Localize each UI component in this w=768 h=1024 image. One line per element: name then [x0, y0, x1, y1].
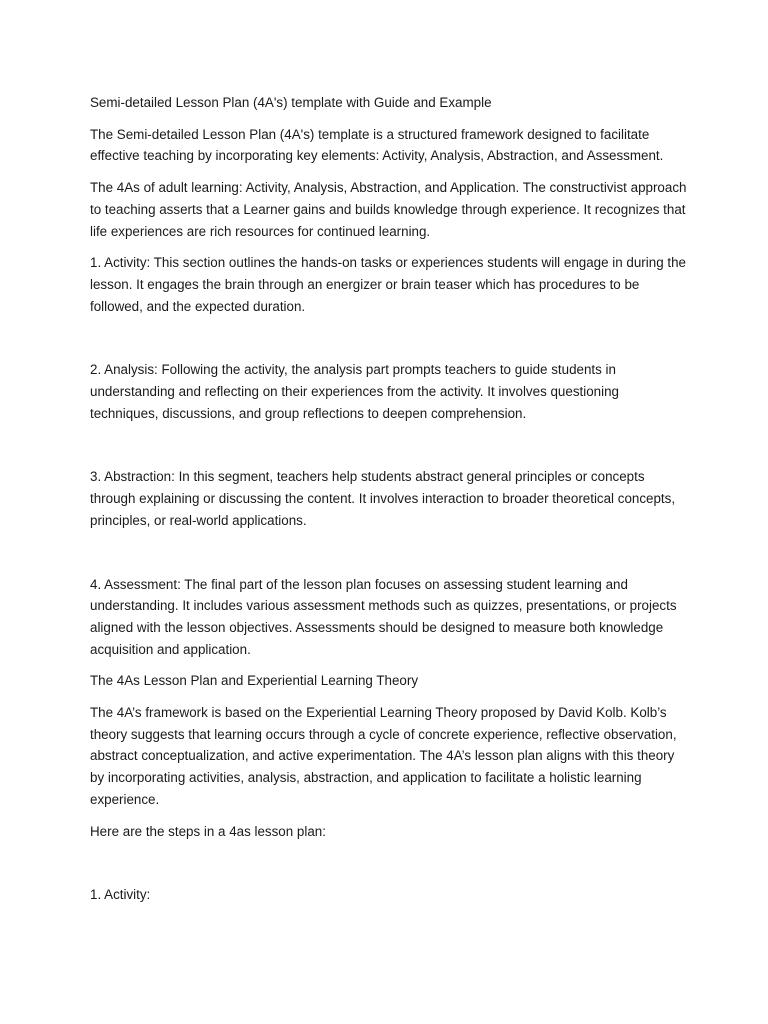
- document-page: [90, 92, 690, 916]
- document-title: Semi-detailed Lesson Plan (4A's) template with Guide and Example: [90, 95, 492, 110]
- step-activity-paragraph: 1. Activity: This section outlines the hands-on tasks or experiences students will engage in during the lesson. It engages the brain through an energizer or brain teaser which has procedures to be followed, and the expected duration.: [90, 255, 686, 314]
- steps-intro-paragraph: Here are the steps in a 4as lesson plan:: [90, 823, 326, 839]
- step-assessment-paragraph: 4. Assessment: The final part of the lesson plan focuses on assessing student learning and understanding. It includes various assessment methods such as quizzes, presentations, or projects aligned with the lesson objectives. Assessments should be designed to measure both knowledge acquisition and application.: [90, 576, 677, 657]
- last-list-item: 1. Activity:: [90, 887, 151, 903]
- step-abstraction-paragraph: 3. Abstraction: In this segment, teachers help students abstract general principles or concepts through explaining or discussing the content. It involves interaction to broader theoretical concepts, principles, or real-world applications.: [90, 469, 676, 528]
- intro-paragraph: The Semi-detailed Lesson Plan (4A's) template is a structured framework designed to facilitate effective teaching by incorporating key elements: Activity, Analysis, Abstraction, and Assessment.: [90, 126, 664, 164]
- theory-paragraph: The 4A’s framework is based on the Experiential Learning Theory proposed by David Kolb. Kolb’s theory suggests that learning occurs through a cycle of concrete experience, reflective observation, abstract conceptualization, and active experimentation. The 4A’s lesson plan aligns with this theory by incorporating activities, analysis, abstraction, and application to facilitate a holistic learning experience.: [90, 705, 677, 807]
- step-analysis-paragraph: 2. Analysis: Following the activity, the analysis part prompts teachers to guide students in understanding and reflecting on their experiences from the activity. It involves questioning techniques, discussions, and group reflections to deepen comprehension.: [90, 362, 619, 421]
- section-heading: The 4As Lesson Plan and Experiential Learning Theory: [90, 673, 419, 689]
- adult-learning-paragraph: The 4As of adult learning: Activity, Analysis, Abstraction, and Application. The constructivist approach to teaching asserts that a Learner gains and builds knowledge through experience. It recognizes that life experiences are rich resources for continued learning.: [90, 180, 687, 239]
